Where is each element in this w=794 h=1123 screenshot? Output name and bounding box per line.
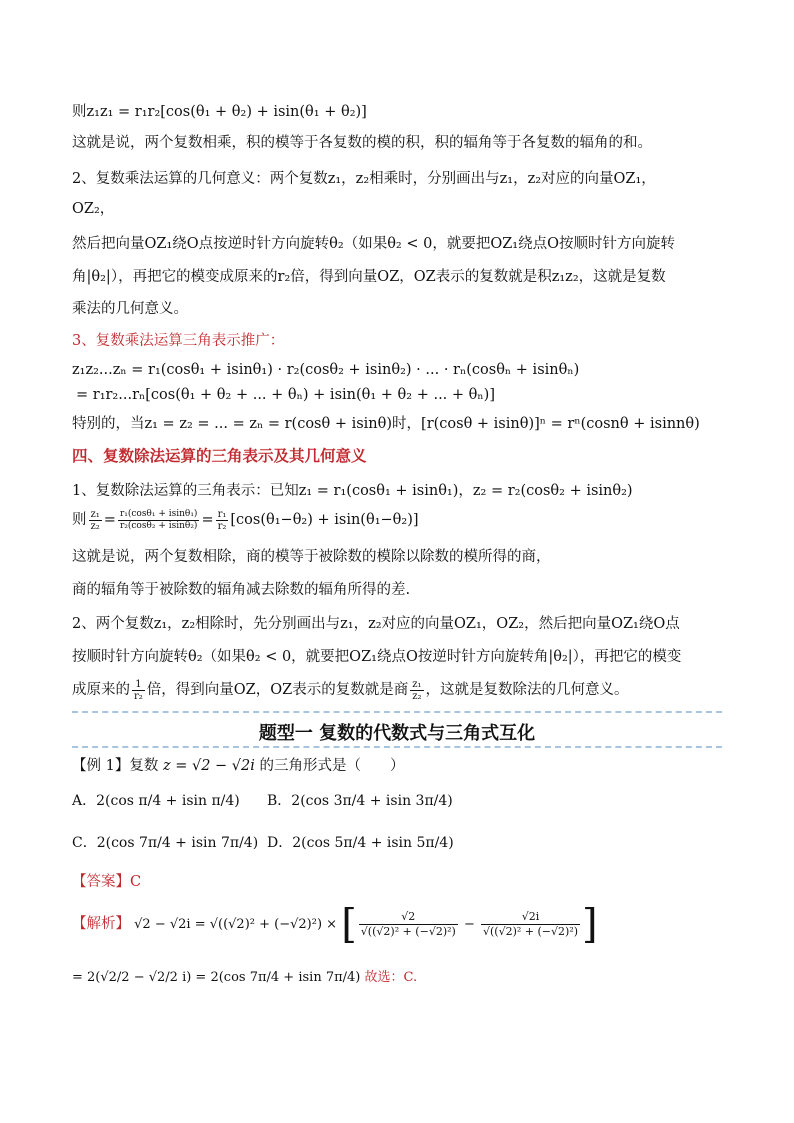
- z1-over-z2-fraction: $\frac{\text{z₁}}{\text{z₂}}$: [90, 508, 100, 532]
- quotient-fraction: $\frac{\text{z₁}}{\text{z₂}}$: [412, 678, 422, 702]
- quotient-modulus-text: 这就是说，两个复数相除，商的模等于被除数的模除以除数的模所得的商，: [72, 549, 551, 565]
- product-formula-line: 则z₁z₁ = r₁r₂[cos(θ₁ + θ₂) + isin(θ₁ + θ₂)]: [72, 104, 367, 120]
- option-a[interactable]: [72, 790, 240, 810]
- section-divider-top: [72, 711, 722, 713]
- rotation-text-line2: 角|θ₂|），再把它的模变成原来的r₂倍，得到向量OZ，OZ表示的复数就是积z₁z₂，这就是复数: [72, 269, 666, 285]
- bracket-close: ]: [582, 901, 598, 948]
- option-d-expr: 2(cos 5π/4 + isin 5π/4): [292, 835, 454, 851]
- division-geometric-line2: 按顺时针方向旋转θ₂（如果θ₂ < 0，就要把OZ₁绕点O按逆时针方向旋转角|θ₂|），再把它的模变: [72, 649, 682, 665]
- answer-line: [72, 872, 141, 892]
- option-c-expr: 2(cos 7π/4 + isin 7π/4): [96, 835, 259, 851]
- bracket-open: [: [341, 901, 357, 948]
- option-d[interactable]: [267, 832, 454, 852]
- analysis-fraction-2: $\frac{√2i}{\text{√((√2)² + (−√2)²)}}$: [483, 910, 579, 938]
- example-label: 【例 1】复数: [72, 758, 159, 774]
- analysis-label: 【解析】: [72, 916, 130, 932]
- product-modulus-text: 这就是说，两个复数相乘，积的模等于各复数的模的积，积的辐角等于各复数的辐角的和。: [72, 135, 652, 151]
- one-over-r2-fraction: $\frac{1}{\text{r₂}}$: [134, 678, 143, 702]
- answer-label: 【答案】: [72, 874, 130, 890]
- example-suffix: 的三角形式是（ ）: [259, 758, 405, 774]
- option-c-label: C．: [72, 835, 97, 851]
- line3-part-b: 倍，得到向量OZ，OZ表示的复数就是商: [146, 682, 409, 698]
- rotation-text-line3: 乘法的几何意义。: [72, 301, 188, 317]
- line3-part-a: 成原来的: [72, 682, 130, 698]
- line3-part-c: ，这就是复数除法的几何意义。: [425, 682, 629, 698]
- option-a-expr: 2(cos π/4 + isin π/4): [96, 793, 240, 809]
- section-title: 题型一 复数的代数式与三角式互化: [258, 723, 536, 744]
- analysis-conclusion: 故选：C.: [364, 970, 418, 985]
- analysis-left: √2 − √2i = √((√2)² + (−√2)²) ×: [134, 917, 338, 932]
- trig-ratio-fraction: $\frac{\text{r₁(cosθ₁ + isinθ₁)}}{\text{r₂(cosθ₂ + isinθ₂)}}$: [119, 508, 198, 531]
- division-geometric-line1: 2、两个复数z₁，z₂相除时，先分别画出与z₁，z₂对应的向量OZ₁，OZ₂，然后把向量OZ₁绕O点: [72, 616, 680, 632]
- r1-over-r2-fraction: $\frac{\text{r₁}}{\text{r₂}}$: [217, 508, 227, 532]
- option-b[interactable]: [267, 790, 453, 810]
- division-prefix: 则: [72, 512, 87, 528]
- generalization-formula-2: = r₁r₂...rₙ[cos(θ₁ + θ₂ + ... + θₙ) + isin(θ₁ + θ₂ + ... + θₙ)]: [76, 387, 495, 403]
- division-trig-line: 1、复数除法运算的三角表示：已知z₁ = r₁(cosθ₁ + isinθ₁)，z₂ = r₂(cosθ₂ + isinθ₂): [72, 483, 633, 499]
- example-expression: z = √2 − √2i: [162, 758, 255, 774]
- example-question: [72, 756, 405, 776]
- option-a-label: A．: [72, 793, 97, 809]
- generalization-heading: 3、复数乘法运算三角表示推广：: [72, 333, 285, 349]
- option-b-expr: 2(cos 3π/4 + isin 3π/4): [291, 793, 453, 809]
- rotation-text-line1: 然后把向量OZ₁绕O点按逆时针方向旋转θ₂（如果θ₂ < 0，就要把OZ₁绕点O按顺时针方向旋转: [72, 236, 676, 252]
- division-geometric-line3: [72, 677, 629, 703]
- analysis-line1: 【解析】 √2 − √2i = √((√2)² + (−√2)²) × [ $\frac{√2}{\text{√((√2)² + (−√2)²)}}$ − $\frac{√2i}{\text{√((√2)² + (−√2)²)}}$ ]: [72, 901, 598, 948]
- division-result: [cos(θ₁−θ₂) + isin(θ₁−θ₂)]: [230, 512, 419, 528]
- analysis-fraction-1: $\frac{√2}{\text{√((√2)² + (−√2)²)}}$: [360, 910, 456, 938]
- analysis-result: = 2(√2/2 − √2/2 i) = 2(cos 7π/4 + isin 7π/4): [72, 970, 361, 985]
- section-divider-bottom: [72, 746, 722, 748]
- option-c[interactable]: [72, 832, 258, 852]
- generalization-formula-1: z₁z₂...zₙ = r₁(cosθ₁ + isinθ₁) · r₂(cosθ₂ + isinθ₂) · ... · rₙ(cosθₙ + isinθₙ): [72, 362, 580, 378]
- option-b-label: B．: [267, 793, 292, 809]
- vector-oz2-line: OZ₂，: [72, 201, 115, 217]
- answer-value: C: [130, 874, 142, 890]
- quotient-argument-text: 商的辐角等于被除数的辐角减去除数的辐角所得的差.: [72, 582, 411, 598]
- option-d-label: D．: [267, 835, 293, 851]
- section-four-heading: 四、复数除法运算的三角表示及其几何意义: [72, 446, 367, 465]
- de-moivre-line: 特别的，当z₁ = z₂ = ... = zₙ = r(cosθ + isinθ)时，[r(cosθ + isinθ)]ⁿ = rⁿ(cosnθ + isinnθ): [72, 416, 700, 432]
- analysis-line2: [72, 968, 417, 988]
- division-formula-line: 则 $\frac{\text{z₁}}{\text{z₂}}$ = $\frac{\text{r₁(cosθ₁ + isinθ₁)}}{\text{r₂(cosθ₂ + isinθ₂)}}$ = $\frac{\text{r₁}}{\text{r₂}}$ [cos(θ₁−θ₂) + isin(θ₁−θ₂)]: [72, 508, 419, 532]
- product-geometric-heading: 2、复数乘法运算的几何意义：两个复数z₁，z₂相乘时，分别画出与z₁，z₂对应的向量OZ₁，: [72, 171, 656, 187]
